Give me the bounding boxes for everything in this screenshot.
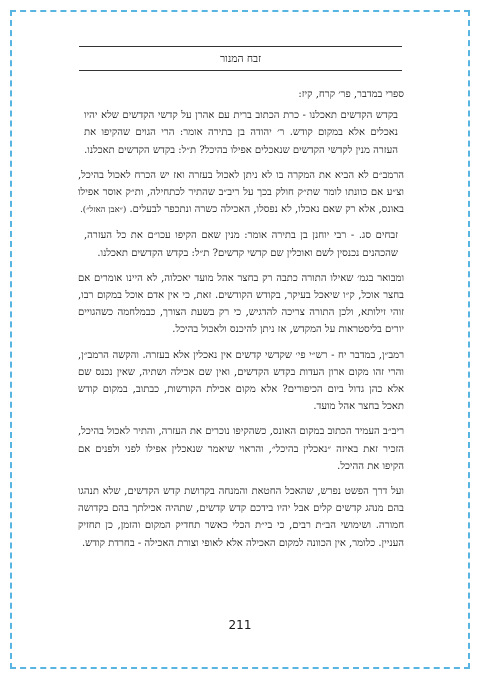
paragraph-rivav: ריב״ב העמיד הכתוב במקום האונס, כשהקיפו נוכרים את העזרה, והתיר לאכול בהיכל, הזכיר זאת באיזה ״נאכלין בהיכל״, והראוי שיאמר שנאכלין אפילו לפני ולפנים אם הקיפו את ההיכל. (78, 426, 404, 472)
paragraph-pshat: ועל דרך הפשט נפרש, שהאכל החטאת והמנחה בקדושת קדש הקדשים, שלא תנהגו בהם מנהג קדשים קלים אבל יהיו בידכם קדש קדשים, שתהיה אכילתך בהם בקדושה חמורה. ושימושי הב״ת רבים, כי בי״ת הכלי כאשר תחדיק המקום והזמן, כן תחזיק העניין. כלומר, אין הכוונה למקום האכילה אלא לאופי וצורת האכילה - בחרדת קודש. (78, 486, 404, 549)
header-rule-bottom (79, 70, 402, 71)
paragraph-ramban: רמב״ן, במדבר יח - רש״י פי׳ שקדשי קדשים אין נאכלין אלא בעזרה. והקשה הרמב״ן, והרי זהו מקום ארון העדות בקדש הקדשים, ואין שם אכילה ושתיה, שאין נכנס שם אלא כהן גדול ביום הכיפורים? אלא מקום אכילת הקודשות, כבתוב, במקום קודש תאכל בחצר אהל מועד. (78, 349, 404, 413)
paragraph-rambam (78, 167, 404, 220)
header-title: זבח המנור (219, 53, 262, 65)
source-citation: ספרי במדבר, פר׳ קרח, קיז: (298, 89, 404, 100)
header-rule-top (79, 46, 402, 47)
quote-zevachim: זבחים סג. - רבי יוחנן בן בתירה אומר: מנין שאם הקיפו עכו״ם את כל העזרה, שהכהנים נכנסין לשם ואוכלין שם קדשי קדשים? ת״ל: בקדש הקדשים תאכלנו. (84, 230, 398, 259)
running-header (79, 40, 402, 76)
page-number: 211 (228, 618, 252, 632)
paragraph-rambam-note: (״אבן האזל״). (80, 205, 127, 216)
page-body (78, 86, 404, 560)
quote-sifrei: בקדש הקדשים תאכלנו - כרת הכתוב ברית עם אהרן על קדשי הקדשים שלא יהיו נאכלים אלא במקום קודש. ר׳ יהודה בן בתירה אומר: הרי הגוים שהקיפו את העזרה מנין לקדשי הקדשים שנאכלים אפילו בהיכל? ת״ל: בקדש הקדשים תאכלנו. (84, 110, 398, 156)
paragraph-gemara: ומבואר בגמ׳ שאילו התורה כתבה רק בחצר אהל מועד יאכלוה, לא היינו אומרים אם בחצר אוכל, ק״ו שיאכל בעיקר, בקודש הקודשים. זאת, כי אין אדם אוכל במקום רבו, זוהי זילותא, ולכן התורה צריכה להדגיש, כי רק בשעת הצורך, כבמלחמה כשהגויים יורים בליסטראות על המקדש, אז ניתן להיכנס ולאכול בהיכל. (78, 272, 404, 336)
paragraph-rambam-text: הרמב״ם לא הביא את המקרה בו לא ניתן לאכול בעזרה ואז יש הכרח לאכול בהיכל, וצ״ע אם כוונתו לומר שת״ק חולק בכך על ריב״ב שהתיר לכתחילה, ות״ק אוסר אפילו באונס, אלא רק שאם נאכלו, לא נפסלו, האכילה כשרה ונתכפר לבעלים. (78, 169, 404, 216)
